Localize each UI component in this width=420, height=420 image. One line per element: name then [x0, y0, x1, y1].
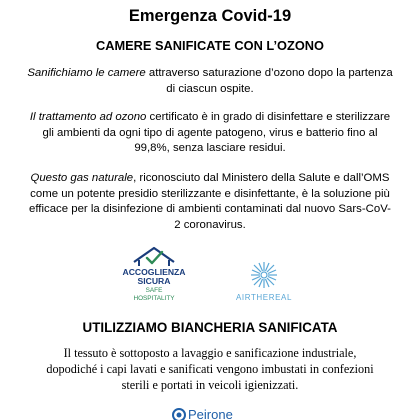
paragraph-lead-italic: Questo gas naturale — [30, 172, 134, 184]
paragraph-lead-italic: Sanifichiamo le camere — [27, 67, 146, 79]
airthereal-wordmark: AIRTHEREAL — [235, 293, 293, 302]
paragraph-text: attraverso saturazione d’ozono dopo la partenza di ciascun ospite. — [145, 67, 393, 95]
section-heading-linen: UTILIZZIAMO BIANCHERIA SANIFICATA — [82, 320, 338, 335]
airthereal-logo — [222, 258, 306, 306]
accoglienza-line4: HOSPITALITY — [133, 295, 175, 302]
accoglienza-sicura-logo — [112, 244, 196, 308]
paragraph-sanitize-rooms — [26, 66, 394, 97]
paragraph-text: , riconosciuto dal Ministero della Salute e dall’OMS come un potente presidio sterilizzante e disinfettante, è la soluzione più efficace per la disinfezione di ambienti contaminati dal nuovo Sars-CoV-2 coronavirus. — [29, 172, 391, 231]
peirone-logo — [170, 404, 260, 420]
section-heading-ozone: CAMERE SANIFICATE CON L’OZONO — [96, 38, 324, 53]
paragraph-text: certificato è in grado di disinfettare e sterilizzare gli ambienti da ogni tipo di agente patogeno, virus e batterio fino al 99,8%, senza lasciare residui. — [42, 111, 391, 155]
paragraph-lead-italic: Il trattamento ad ozono — [29, 111, 147, 123]
page-title: Emergenza Covid-19 — [128, 7, 292, 25]
logos-row — [0, 244, 420, 310]
paragraph-ozone-treatment — [26, 110, 394, 157]
paragraph-natural-gas — [26, 171, 394, 233]
accoglienza-line2: SICURA — [137, 276, 171, 286]
accoglienza-line1: ACCOGLIENZA — [122, 267, 186, 277]
peirone-wordmark: Peirone — [188, 407, 233, 420]
paragraph-linen: Il tessuto è sottoposto a lavaggio e sanificazione industriale, dopodiché i capi lavati e sanificati vengono imbustati in confezioni sterili e portati in veicoli igienizzati. — [46, 346, 374, 393]
accoglienza-line3: SAFE — [145, 287, 163, 294]
